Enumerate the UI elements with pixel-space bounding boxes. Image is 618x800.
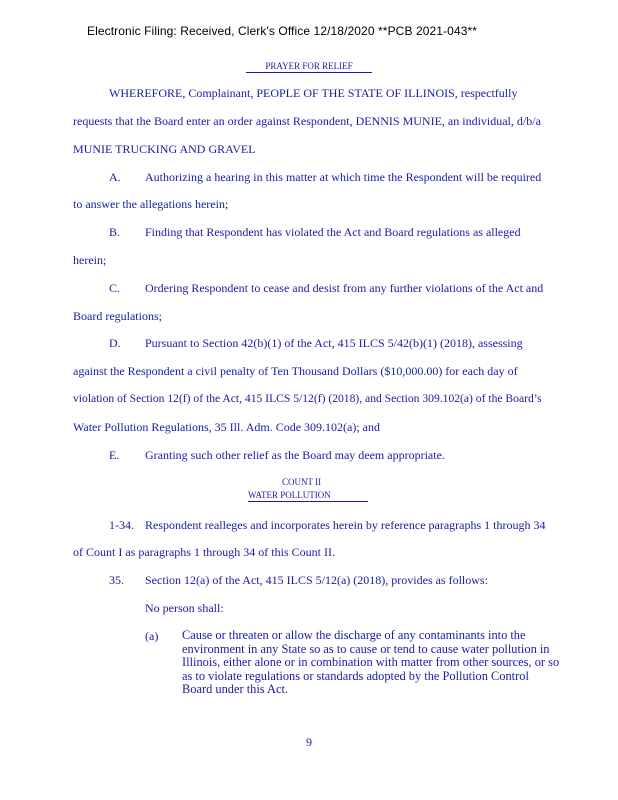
item-d-text-cont-3: Water Pollution Regulations, 35 Ill. Adm. Code 309.102(a); and <box>73 420 380 434</box>
item-b-label: B. <box>109 225 121 239</box>
count-heading: COUNT II <box>282 477 322 487</box>
item-d-text: Pursuant to Section 42(b)(1) of the Act, 415 ILCS 5/42(b)(1) (2018), assessing <box>145 336 523 350</box>
quoted-provision: Cause or threaten or allow the discharge of any contaminants into the environment in any State so as to cause or tend to cause water pollution in Illinois, either alone or in combination with matter from other sources, or so as to violate regulations or standards adopted by the Pollution Control Board under this Act. <box>182 628 560 697</box>
prayer-for-relief-heading: PRAYER FOR RELIEF <box>246 61 372 73</box>
item-d-label: D. <box>109 336 121 350</box>
para-35-text: Section 12(a) of the Act, 415 ILCS 5/12(a) (2018), provides as follows: <box>145 573 488 587</box>
wherefore-line-2: requests that the Board enter an order against Respondent, DENNIS MUNIE, an individual, d/b/a <box>73 114 541 128</box>
item-e-label: E. <box>109 448 120 462</box>
item-a-label: A. <box>109 170 121 184</box>
page-number: 9 <box>306 735 312 749</box>
para-1-34-text-cont: of Count I as paragraphs 1 through 34 of this Count II. <box>73 545 335 559</box>
item-c-text-cont: Board regulations; <box>73 309 162 323</box>
filing-header: Electronic Filing: Received, Clerk's Office 12/18/2020 **PCB 2021-043** <box>87 24 478 38</box>
item-d-text-cont-2: violation of Section 12(f) of the Act, 415 ILCS 5/12(f) (2018), and Section 309.102(a) of the Board’s <box>73 392 542 405</box>
para-35-no-person: No person shall: <box>145 601 224 615</box>
para-1-34-label: 1-34. <box>109 518 134 532</box>
para-35-label: 35. <box>109 573 124 587</box>
item-b-text-cont: herein; <box>73 253 107 267</box>
count-subheading: WATER POLLUTION <box>248 490 368 502</box>
item-d-text-cont-1: against the Respondent a civil penalty of Ten Thousand Dollars ($10,000.00) for each day of <box>73 364 518 378</box>
para-1-34-text: Respondent realleges and incorporates herein by reference paragraphs 1 through 34 <box>145 518 546 532</box>
quote-label: (a) <box>145 629 159 643</box>
item-a-text: Authorizing a hearing in this matter at which time the Respondent will be required <box>145 170 542 184</box>
item-c-text: Ordering Respondent to cease and desist from any further violations of the Act and <box>145 281 544 295</box>
wherefore-line-3: MUNIE TRUCKING AND GRAVEL <box>73 142 256 156</box>
wherefore-line-1: WHEREFORE, Complainant, PEOPLE OF THE STATE OF ILLINOIS, respectfully <box>109 86 518 100</box>
item-b-text: Finding that Respondent has violated the Act and Board regulations as alleged <box>145 225 521 239</box>
item-c-label: C. <box>109 281 121 295</box>
item-a-text-cont: to answer the allegations herein; <box>73 197 229 211</box>
item-e-text: Granting such other relief as the Board may deem appropriate. <box>145 448 445 462</box>
